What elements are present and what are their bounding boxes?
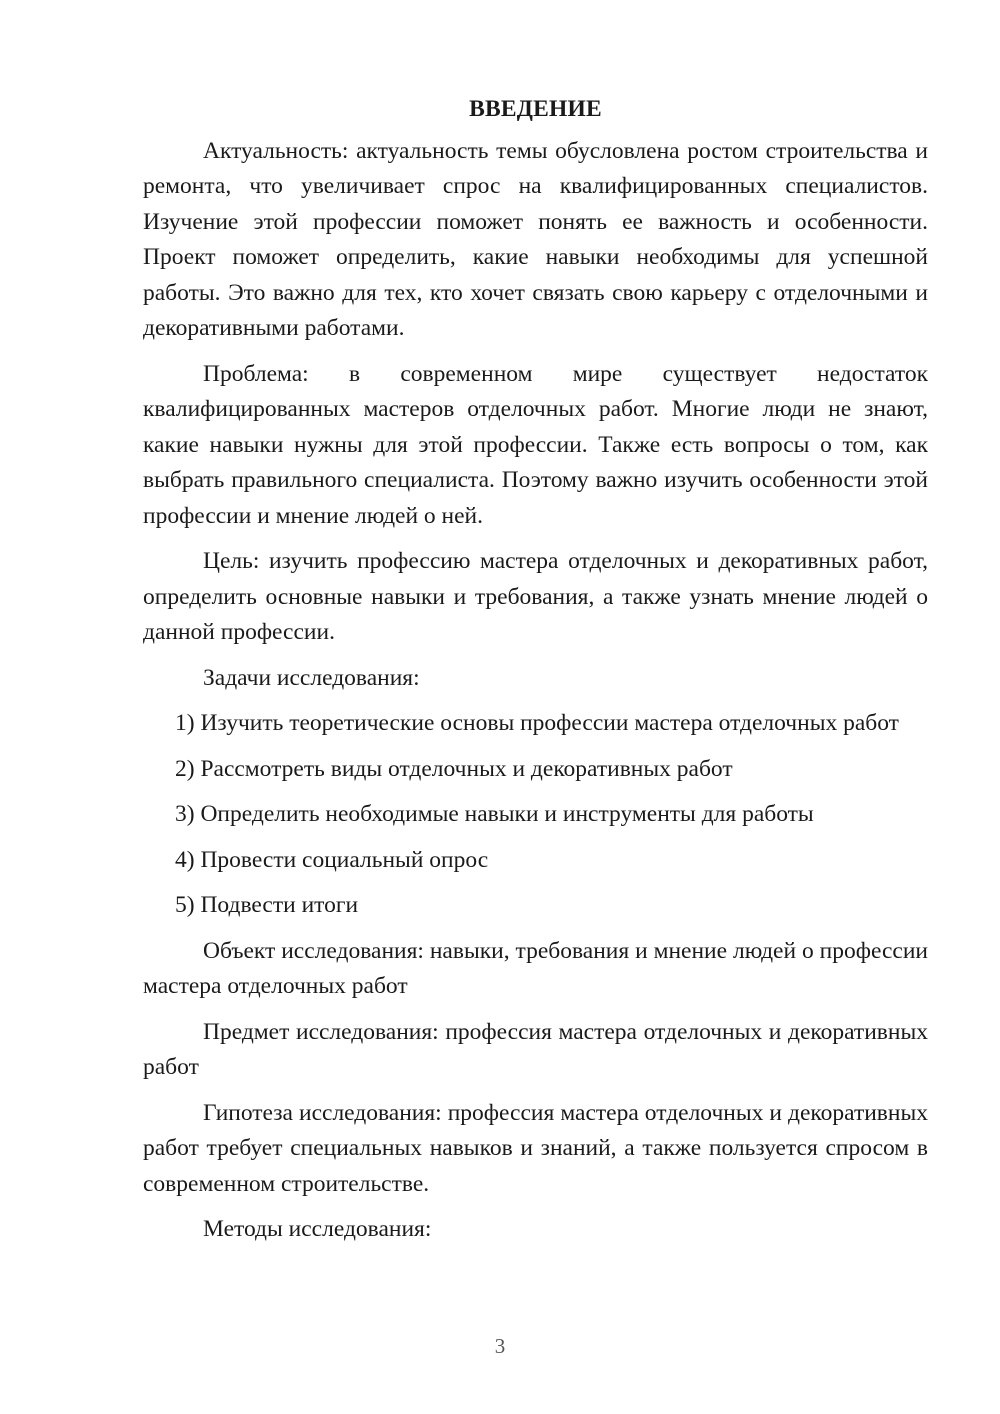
paragraph-relevance: Актуальность: актуальность темы обусловлена ростом строительства и ремонта, что увеличивает спрос на квалифицированных специалистов. Изучение этой профессии поможет понять ее важность и особенности. Проект поможет определить, какие навыки необходимы для успешной работы. Это важно для тех, кто хочет связать свою карьеру с отделочными и декоративными работами.	[143, 137, 928, 341]
paragraph-goal: Цель: изучить профессию мастера отделочных и декоративных работ, определить основные навыки и требования, а также узнать мнение людей о данной профессии.	[143, 548, 928, 645]
paragraph-problem: Проблема: в современном мире существует недостаток квалифицированных мастеров отделочных работ. Многие люди не знают, какие навыки нужны для этой профессии. Также есть вопросы о том, как выбрать правильного специалиста. Поэтому важно изучить особенности этой профессии и мнение людей о ней.	[143, 360, 928, 529]
paragraph-subject: Предмет исследования: профессия мастера отделочных и декоративных работ	[143, 1018, 928, 1080]
paragraph-object: Объект исследования: навыки, требования и мнение людей о профессии мастера отделочных работ	[143, 937, 928, 999]
page-content	[143, 92, 928, 1258]
section-title: ВВЕДЕНИЕ	[469, 96, 602, 122]
tasks-list	[143, 706, 928, 924]
tasks-heading: Задачи исследования:	[203, 664, 420, 691]
methods-heading: Методы исследования:	[203, 1216, 432, 1242]
task-item-5: 5) Подвести итоги	[175, 892, 359, 918]
page-number: 3	[494, 1334, 506, 1358]
task-item-4: 4) Провести социальный опрос	[175, 846, 489, 873]
task-item-2: 2) Рассмотреть виды отделочных и декоративных работ	[175, 755, 733, 782]
task-item-1: 1) Изучить теоретические основы профессии мастера отделочных работ	[175, 710, 899, 736]
task-item-3: 3) Определить необходимые навыки и инструменты для работы	[175, 801, 814, 827]
paragraph-hypothesis: Гипотеза исследования: профессия мастера отделочных и декоративных работ требует специальных навыков и знаний, а также пользуется спросом в современном строительстве.	[143, 1099, 928, 1197]
